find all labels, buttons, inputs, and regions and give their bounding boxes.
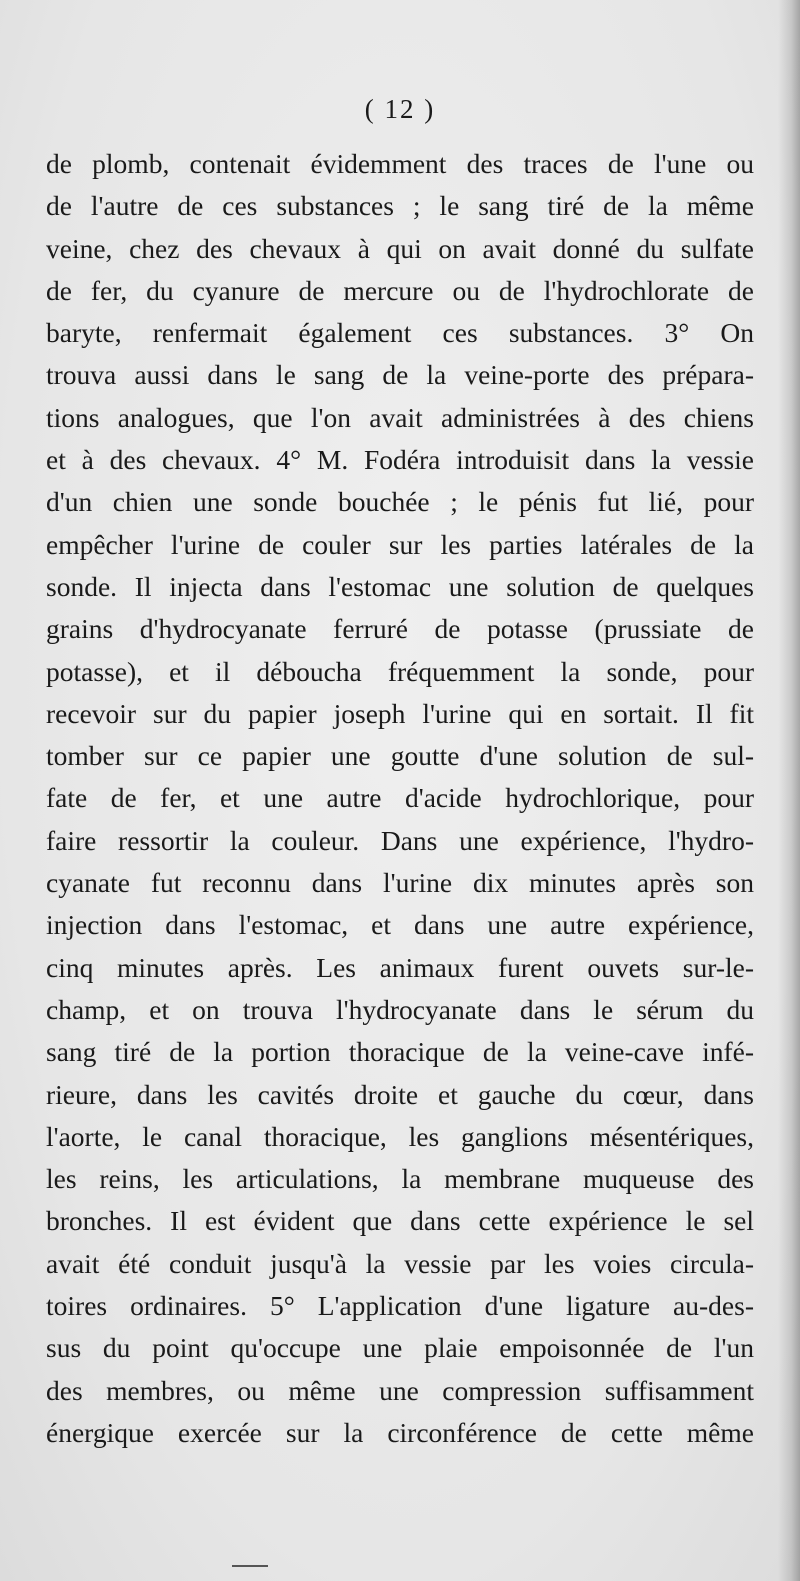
- page-number: ( 12 ): [364, 94, 436, 124]
- text-line: cinq minutes après. Les animaux furent ouvets sur-le-: [46, 951, 754, 983]
- body-text: [46, 143, 754, 1454]
- text-line: sus du point qu'occupe une plaie empoisonnée de l'un: [46, 1332, 754, 1364]
- text-line: avait été conduit jusqu'à la vessie par les voies circula-: [46, 1247, 754, 1279]
- text-line: des membres, ou même une compression suffisamment: [46, 1374, 754, 1406]
- text-line: et à des chevaux. 4° M. Fodéra introduisit dans la vessie: [46, 444, 754, 476]
- text-line: d'un chien une sonde bouchée ; le pénis fut lié, pour: [46, 486, 754, 518]
- bottom-rule: [232, 1565, 268, 1567]
- text-line: tions analogues, que l'on avait administrées à des chiens: [46, 401, 754, 433]
- text-line: de plomb, contenait évidemment des traces de l'une ou: [46, 148, 754, 179]
- text-line: sonde. Il injecta dans l'estomac une solution de quelques: [46, 570, 754, 602]
- text-line: champ, et on trouva l'hydrocyanate dans le sérum du: [46, 993, 754, 1025]
- text-line: recevoir sur du papier joseph l'urine qui en sortait. Il fit: [46, 697, 754, 729]
- text-line: fate de fer, et une autre d'acide hydrochlorique, pour: [46, 782, 754, 814]
- text-line: faire ressortir la couleur. Dans une expérience, l'hydro-: [46, 824, 754, 856]
- page-edge-shadow: [778, 0, 800, 1581]
- text-line: énergique exercée sur la circonférence de cette même: [46, 1416, 754, 1448]
- text-line: sang tiré de la portion thoracique de la veine-cave infé-: [46, 1036, 754, 1068]
- text-line: bronches. Il est évident que dans cette expérience le sel: [46, 1205, 754, 1237]
- text-line: toires ordinaires. 5° L'application d'une ligature au-des-: [46, 1290, 754, 1322]
- text-line: injection dans l'estomac, et dans une autre expérience,: [46, 909, 754, 941]
- text-line: potasse), et il déboucha fréquemment la sonde, pour: [46, 655, 754, 687]
- text-line: tomber sur ce papier une goutte d'une solution de sul-: [46, 740, 754, 772]
- text-line: de fer, du cyanure de mercure ou de l'hydrochlorate de: [46, 274, 754, 306]
- text-line: empêcher l'urine de couler sur les parties latérales de la: [46, 528, 754, 560]
- text-line: l'aorte, le canal thoracique, les ganglions mésentériques,: [46, 1120, 754, 1152]
- text-line: baryte, renfermait également ces substances. 3° On: [46, 317, 754, 349]
- text-line: les reins, les articulations, la membrane muqueuse des: [46, 1163, 754, 1195]
- text-line: trouva aussi dans le sang de la veine-porte des prépara-: [46, 359, 754, 391]
- text-line: rieure, dans les cavités droite et gauche du cœur, dans: [46, 1078, 754, 1110]
- text-line: de l'autre de ces substances ; le sang tiré de la même: [46, 190, 754, 222]
- text-line: grains d'hydrocyanate ferruré de potasse (prussiate de: [46, 613, 754, 645]
- text-line: cyanate fut reconnu dans l'urine dix minutes après son: [46, 867, 754, 899]
- text-line: veine, chez des chevaux à qui on avait donné du sulfate: [46, 232, 754, 264]
